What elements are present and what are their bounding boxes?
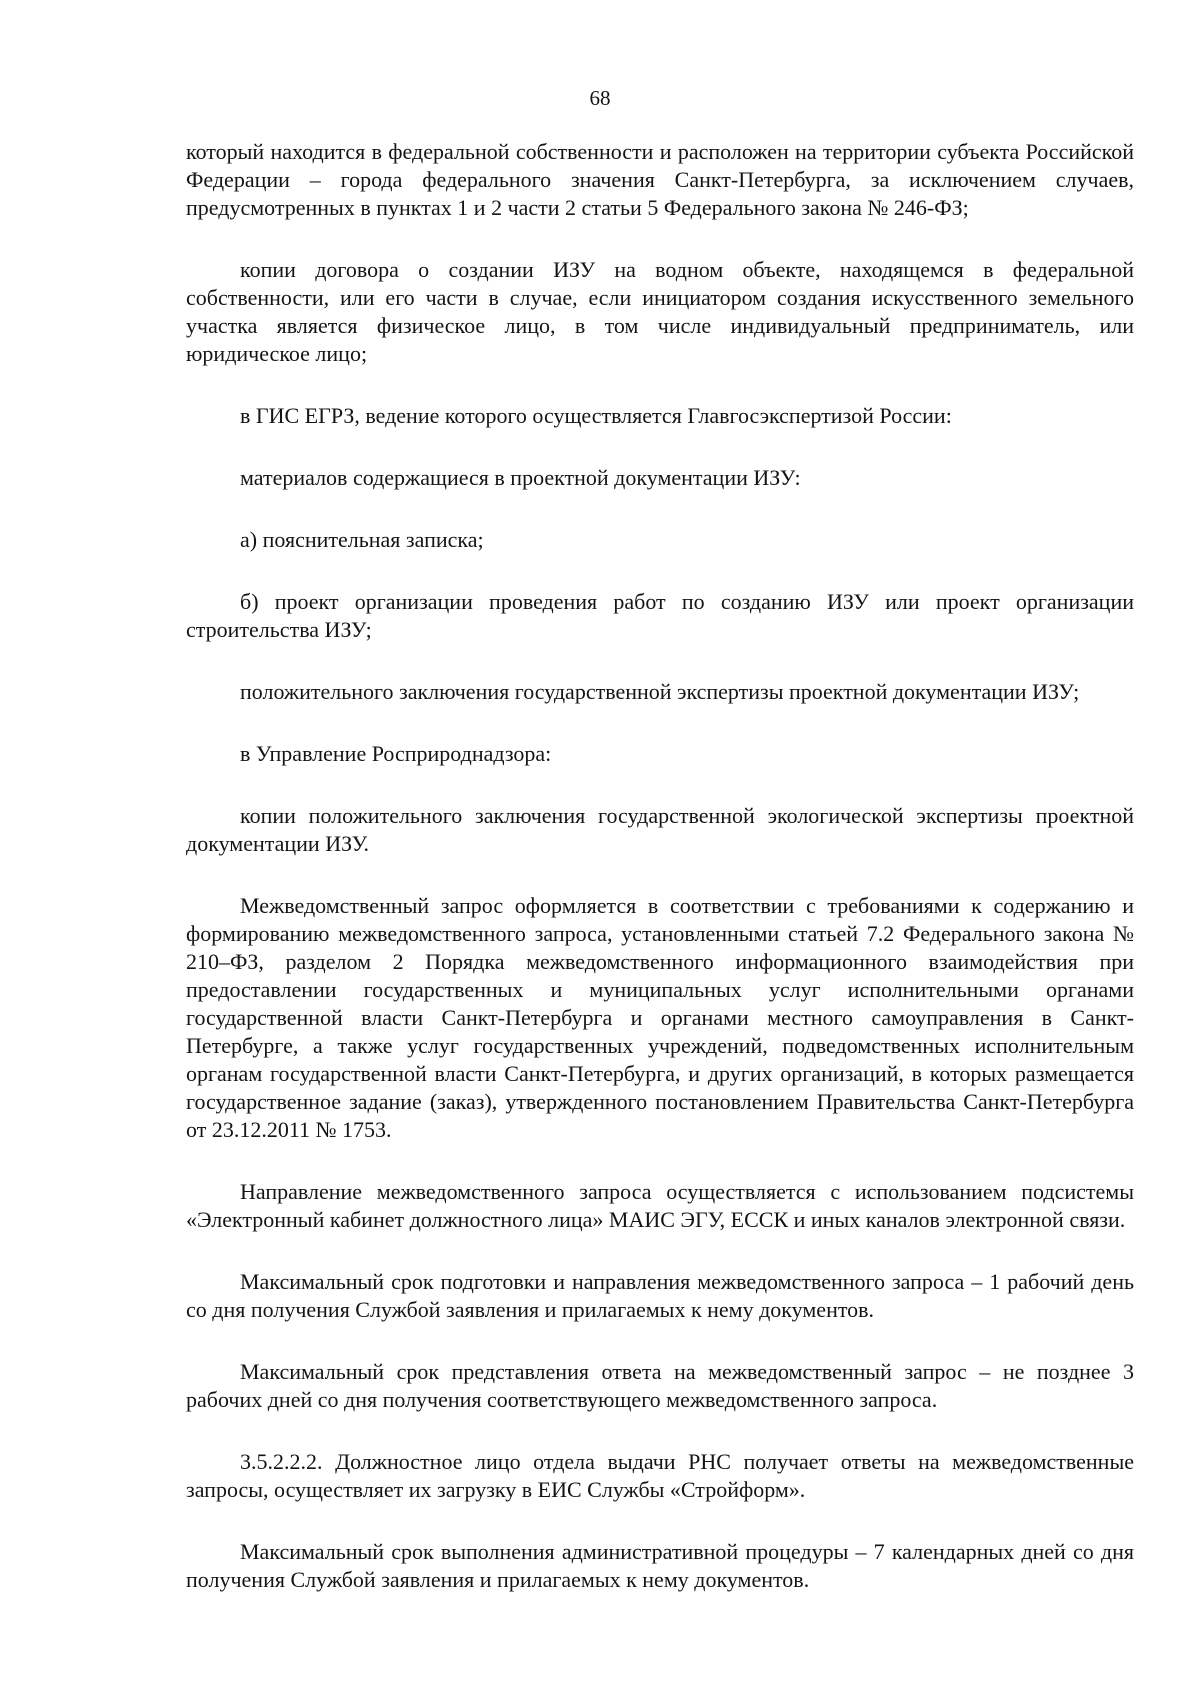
paragraph-contract-copies: копии договора о создании ИЗУ на водном объекте, находящемся в федеральной собственности, или его части в случае, если инициатором создания искусственного земельного участка является физическое лицо, в том числе индивидуальный предприниматель, или юридическое лицо; — [186, 257, 1134, 366]
paragraph-materials: материалов содержащиеся в проектной документации ИЗУ: — [240, 465, 801, 490]
paragraph-procedure-deadline: Максимальный срок выполнения административной процедуры – 7 календарных дней со дня получения Службой заявления и прилагаемых к нему документов. — [186, 1539, 1134, 1592]
paragraph-section-3-5-2-2-2: 3.5.2.2.2. Должностное лицо отдела выдачи РНС получает ответы на межведомственные запросы, осуществляет их загрузку в ЕИС Службы «Стройформ». — [186, 1449, 1134, 1502]
paragraph-item-a: а) пояснительная записка; — [240, 527, 484, 552]
paragraph-response-deadline: Максимальный срок представления ответа на межведомственный запрос – не позднее 3 рабочих дней со дня получения соответствующего межведомственного запроса. — [186, 1359, 1134, 1412]
paragraph-gis-egrz: в ГИС ЕГРЗ, ведение которого осуществляется Главгосэкспертизой России: — [240, 403, 952, 428]
page-number: 68 — [589, 86, 611, 110]
paragraph-rosprirodnadzor: в Управление Росприроднадзора: — [240, 741, 552, 766]
paragraph-preparation-deadline: Максимальный срок подготовки и направления межведомственного запроса – 1 рабочий день со дня получения Службой заявления и прилагаемых к нему документов. — [186, 1269, 1134, 1322]
paragraph-state-expertise: положительного заключения государственной экспертизы проектной документации ИЗУ; — [240, 679, 1080, 704]
paragraph-request-channel: Направление межведомственного запроса осуществляется с использованием подсистемы «Электронный кабинет должностного лица» МАИС ЭГУ, ЕССК и иных каналов электронной связи. — [186, 1179, 1134, 1232]
paragraph-ecological-expertise: копии положительного заключения государственной экологической экспертизы проектной документации ИЗУ. — [186, 803, 1134, 856]
paragraph-item-b: б) проект организации проведения работ по созданию ИЗУ или проект организации строительства ИЗУ; — [186, 589, 1134, 642]
paragraph-continuation: который находится в федеральной собственности и расположен на территории субъекта Российской Федерации – города федерального значения Санкт-Петербурга, за исключением случаев, предусмотренных в пунктах 1 и 2 части 2 статьи 5 Федерального закона № 246-ФЗ; — [186, 139, 1134, 220]
paragraph-request-format: Межведомственный запрос оформляется в соответствии с требованиями к содержанию и формированию межведомственного запроса, установленными статьей 7.2 Федерального закона № 210–ФЗ, разделом 2 Порядка межведомственного информационного взаимодействия при предоставлении государственных и муниципальных услуг исполнительными органами государственной власти Санкт-Петербурга и органами местного самоуправления в Санкт-Петербурге, а также услуг государственных учреждений, подведомственных исполнительным органам государственной власти Санкт-Петербурга, и других организаций, в которых размещается государственное задание (заказ), утвержденного постановлением Правительства Санкт-Петербурга от 23.12.2011 № 1753. — [186, 893, 1134, 1142]
document-body — [186, 138, 1134, 1628]
